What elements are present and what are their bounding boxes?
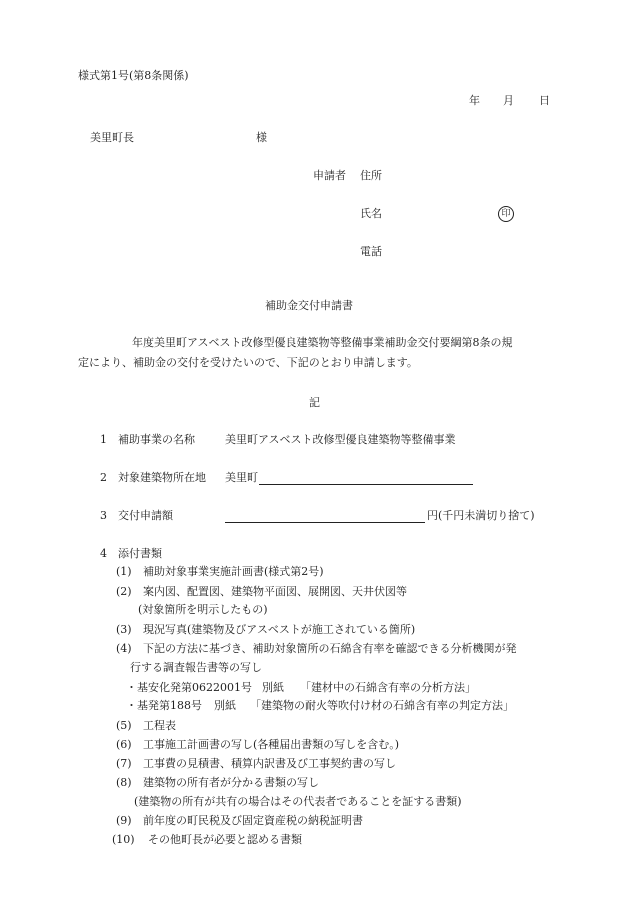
ki-heading: 記	[309, 396, 320, 409]
attachment-subtext: 行する調査報告書等の写し	[130, 661, 262, 674]
applicant-name-label: 氏名	[360, 207, 382, 220]
attachment-number: (7)	[116, 757, 132, 770]
date-day-label: 日	[539, 94, 550, 107]
item4-number: 4	[100, 547, 107, 560]
attachment-number: (3)	[116, 623, 132, 636]
attachment-text: 工程表	[143, 719, 176, 732]
attachment-number: (1)	[116, 565, 132, 578]
item3-number: 3	[100, 509, 107, 522]
attachment-number: (5)	[116, 719, 132, 732]
item3-label: 交付申請額	[118, 509, 173, 522]
addressee-honorific: 様	[256, 131, 267, 144]
attachment-text: 下記の方法に基づき、補助対象箇所の石綿含有率を確認できる分析機関が発	[143, 642, 517, 655]
attachment-text: その他町長が必要と認める書類	[148, 833, 302, 846]
method-kind: 別紙	[214, 699, 236, 712]
method-reference: ・基発第188号	[126, 699, 202, 712]
body-line-2: 定により、補助金の交付を受けたいので、下記のとおり申請します。	[78, 356, 418, 369]
attachment-number: (8)	[116, 776, 132, 789]
item1-label: 補助事業の名称	[118, 433, 195, 446]
seal-mark: 印	[498, 206, 514, 222]
item2-value: 美里町	[225, 471, 258, 484]
form-number: 様式第1号(第8条関係)	[78, 69, 189, 82]
item2-number: 2	[100, 471, 107, 484]
method-kind: 別紙	[262, 681, 284, 694]
document-title: 補助金交付申請書	[265, 299, 353, 312]
attachment-number: (9)	[116, 814, 132, 827]
addressee-name: 美里町長	[90, 131, 134, 144]
attachment-text: 現況写真(建築物及びアスベストが施工されている箇所)	[143, 623, 416, 636]
item2-label: 対象建築物所在地	[118, 471, 206, 484]
amount-blank-line	[225, 522, 425, 523]
attachment-number: (2)	[116, 585, 132, 598]
body-paragraph	[78, 333, 553, 373]
attachment-number: (4)	[116, 642, 132, 655]
attachment-text: 工事施工計画書の写し(各種届出書類の写しを含む。)	[143, 738, 400, 751]
attachment-number: (6)	[116, 738, 132, 751]
attachment-subtext: (建築物の所有が共有の場合はその代表者であることを証する書類)	[134, 795, 462, 808]
attachment-text: 前年度の町民税及び固定資産税の納税証明書	[143, 814, 363, 827]
attachment-text: 案内図、配置図、建築物平面図、展開図、天井伏図等	[143, 585, 407, 598]
body-line-1: 年度美里町アスベスト改修型優良建築物等整備事業補助金交付要綱第8条の規	[132, 336, 513, 349]
address-blank-line	[259, 484, 473, 485]
attachment-text: 工事費の見積書、積算内訳書及び工事契約書の写し	[143, 757, 396, 770]
date-month-label: 月	[503, 94, 514, 107]
applicant-label: 申請者	[313, 169, 346, 182]
item1-number: 1	[100, 433, 107, 446]
attachment-subtext: (対象箇所を明示したもの)	[138, 603, 268, 616]
method-reference: ・基安化発第0622001号	[126, 681, 252, 694]
attachment-text: 建築物の所有者が分かる書類の写し	[143, 776, 319, 789]
attachment-number: (10)	[112, 833, 135, 846]
applicant-phone-label: 電話	[360, 245, 382, 258]
method-title: 「建材中の石綿含有率の分析方法」	[300, 681, 476, 694]
attachment-text: 補助対象事業実施計画書(様式第2号)	[143, 565, 324, 578]
item4-label: 添付書類	[118, 547, 162, 560]
date-year-label: 年	[469, 94, 480, 107]
item1-value: 美里町アスベスト改修型優良建築物等整備事業	[225, 433, 456, 446]
method-title: 「建築物の耐火等吹付け材の石綿含有率の判定方法」	[250, 699, 514, 712]
applicant-address-label: 住所	[360, 169, 382, 182]
item3-unit: 円(千円未満切り捨て)	[427, 509, 535, 522]
